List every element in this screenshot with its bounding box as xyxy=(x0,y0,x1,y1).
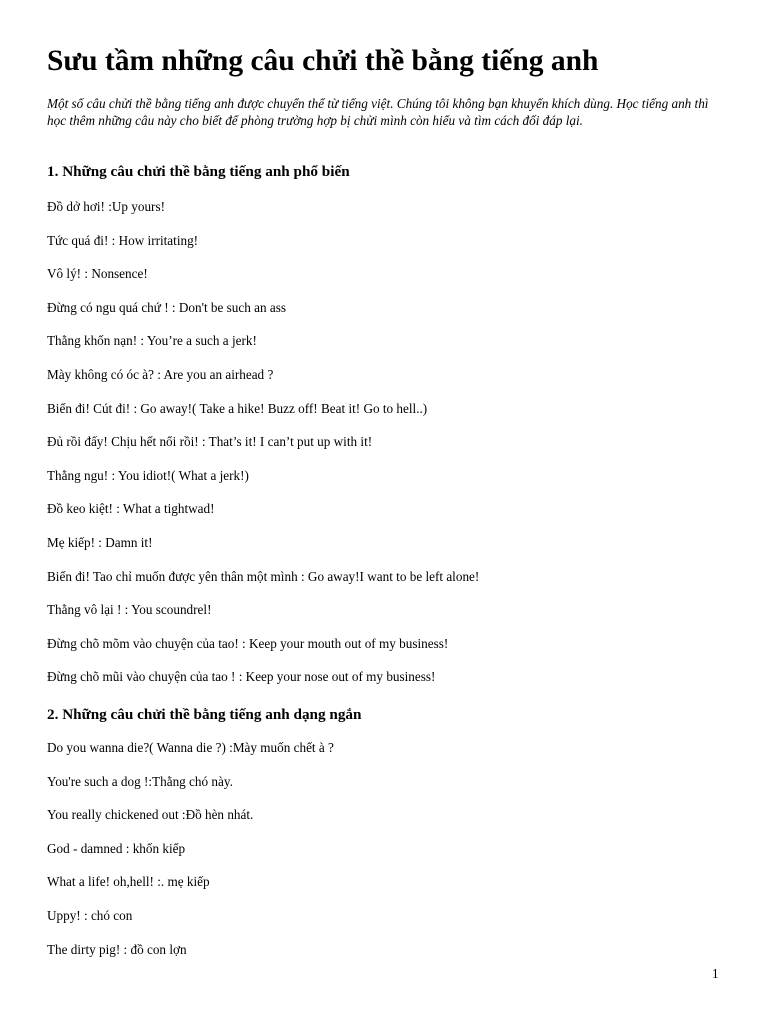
page-number: 1 xyxy=(712,966,719,981)
list-item: Mày không có óc à? : Are you an airhead ? xyxy=(47,366,274,382)
intro-paragraph: Một số câu chửi thề bằng tiếng anh được chuyển thể từ tiếng việt. Chúng tôi không bạn khuyến khích dùng. Học tiếng anh thì học thêm những câu này cho biết để phòng trường hợp bị chửi mình còn hiểu và tìm cách đối đáp lại. xyxy=(47,96,709,128)
list-item: Đừng chõ mũi vào chuyện của tao ! : Keep your nose out of my business! xyxy=(47,669,436,685)
page-title: Sưu tầm những câu chửi thề bằng tiếng anh xyxy=(47,45,599,77)
list-item: Đồ dở hơi! :Up yours! xyxy=(47,199,165,214)
list-item: Biến đi! Cút đi! : Go away!( Take a hike! Buzz off! Beat it! Go to hell..) xyxy=(47,400,428,416)
list-item: Biến đi! Tao chỉ muốn được yên thân một mình : Go away!I want to be left alone! xyxy=(47,568,480,584)
list-item: Do you wanna die?( Wanna die ?) :Mày muốn chết à ? xyxy=(47,740,334,755)
list-item: Tức quá đi! : How irritating! xyxy=(47,232,199,248)
list-item: Thằng khốn nạn! : You’re a such a jerk! xyxy=(47,333,257,349)
list-item: Mẹ kiếp! : Damn it! xyxy=(47,534,153,550)
list-item: Thằng vô lại ! : You scoundrel! xyxy=(47,602,212,618)
list-item: Đừng có ngu quá chứ ! : Don't be such an ass xyxy=(47,299,286,315)
list-item: God - damned : khốn kiếp xyxy=(47,840,186,856)
list-item: The dirty pig! : đồ con lợn xyxy=(47,941,187,957)
phrase-list-short xyxy=(47,739,334,974)
phrase-list-common xyxy=(47,198,479,702)
list-item: Đừng chõ mõm vào chuyện của tao! : Keep your mouth out of my business! xyxy=(47,635,449,651)
list-item: Uppy! : chó con xyxy=(47,907,133,923)
list-item: Thằng ngu! : You idiot!( What a jerk!) xyxy=(47,467,249,483)
list-item: You're such a dog !:Thằng chó này. xyxy=(47,773,233,789)
section-heading-common: 1. Những câu chửi thề bằng tiếng anh phổ biến xyxy=(47,163,350,180)
section-heading-short: 2. Những câu chửi thề bằng tiếng anh dạng ngắn xyxy=(47,706,362,723)
list-item: You really chickened out :Đồ hèn nhát. xyxy=(47,807,254,823)
list-item: Vô lý! : Nonsence! xyxy=(47,266,148,282)
list-item: Đủ rồi đấy! Chịu hết nổi rồi! : That’s it! I can’t put up with it! xyxy=(47,434,373,450)
list-item: What a life! oh,hell! :. mẹ kiếp xyxy=(47,874,210,890)
list-item: Đồ keo kiệt! : What a tightwad! xyxy=(47,501,215,517)
